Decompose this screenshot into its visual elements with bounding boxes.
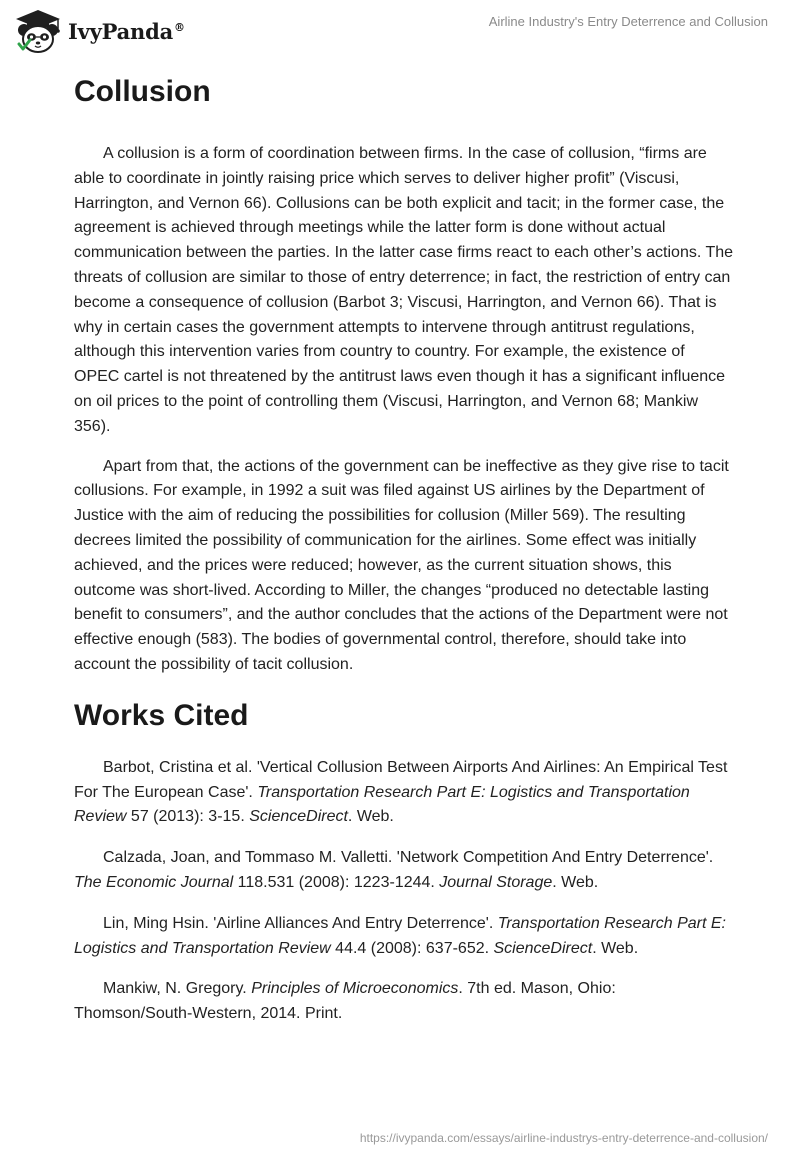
- citation-mankiw: Mankiw, N. Gregory. Principles of Microeconomics. 7th ed. Mason, Ohio: Thomson/South-Western, 2014. Print.: [74, 980, 616, 1023]
- paragraph: Apart from that, the actions of the government can be ineffective as they give rise to tacit collusions. For example, in 1992 a suit was filed against US airlines by the Department of Justice with the aim of reducing the possibilities for collusion (Miller 569). The resulting decrees limited the possibility of communication for the airlines. Some effect was initially achieved, and the prices were reduced; however, as the current situation shows, this outcome was short-lived. According to Miller, the changes “produced no detectable lasting benefit to consumers”, and the author concludes that the actions of the Department were not effective enough (583). The bodies of governmental control, therefore, should take into account the possibility of tacit collusion.: [74, 457, 729, 673]
- section-heading-works-cited: Works Cited: [74, 698, 249, 732]
- page-header: [0, 0, 800, 64]
- citation-barbot: Barbot, Cristina et al. 'Vertical Collusion Between Airports And Airlines: An Empirical Test For The European Case'. Transportation Research Part E: Logistics and Transportation Review 57 (2013): 3-15. ScienceDirect. Web.: [74, 758, 728, 826]
- panda-graduate-icon: [14, 8, 62, 54]
- brand-logo[interactable]: [14, 8, 185, 54]
- source-url[interactable]: https://ivypanda.com/essays/airline-industrys-entry-deterrence-and-collusion/: [359, 1131, 768, 1145]
- paragraph: A collusion is a form of coordination between firms. In the case of collusion, “firms are able to coordinate in jointly raising price which serves to deliver higher profit” (Viscusi, Harrington, and Vernon 66). Collusions can be both explicit and tacit; in the former case, the agreement is achieved through meetings while the latter form is done without actual communication between the parties. In the latter case firms react to each other’s actions. The threats of collusion are similar to those of entry deterrence; in fact, the restriction of entry can become a consequence of collusion (Barbot 3; Viscusi, Harrington, and Vernon 66). That is why in certain cases the government attempts to intervene through antitrust regulations, although this intervention varies from country to country. For example, the existence of OPEC cartel is not threatened by the antitrust laws even though it has a significant influence on oil prices to the point of controlling them (Viscusi, Harrington, and Vernon 68; Mankiw 356).: [74, 145, 734, 435]
- citation-lin: Lin, Ming Hsin. 'Airline Alliances And Entry Deterrence'. Transportation Research Part E: Logistics and Transportation Review 44.4 (2008): 637-652. ScienceDirect. Web.: [74, 914, 726, 957]
- registered-mark: ®: [174, 20, 185, 34]
- brand-name: IvyPanda®: [68, 18, 185, 44]
- citation-calzada: Calzada, Joan, and Tommaso M. Valletti. 'Network Competition And Entry Deterrence'. The Economic Journal 118.531 (2008): 1223-1244. Journal Storage. Web.: [74, 849, 714, 891]
- article-content: [74, 72, 734, 1027]
- document-title: Airline Industry's Entry Deterrence and Collusion: [488, 14, 768, 29]
- section-heading-collusion: Collusion: [74, 75, 211, 108]
